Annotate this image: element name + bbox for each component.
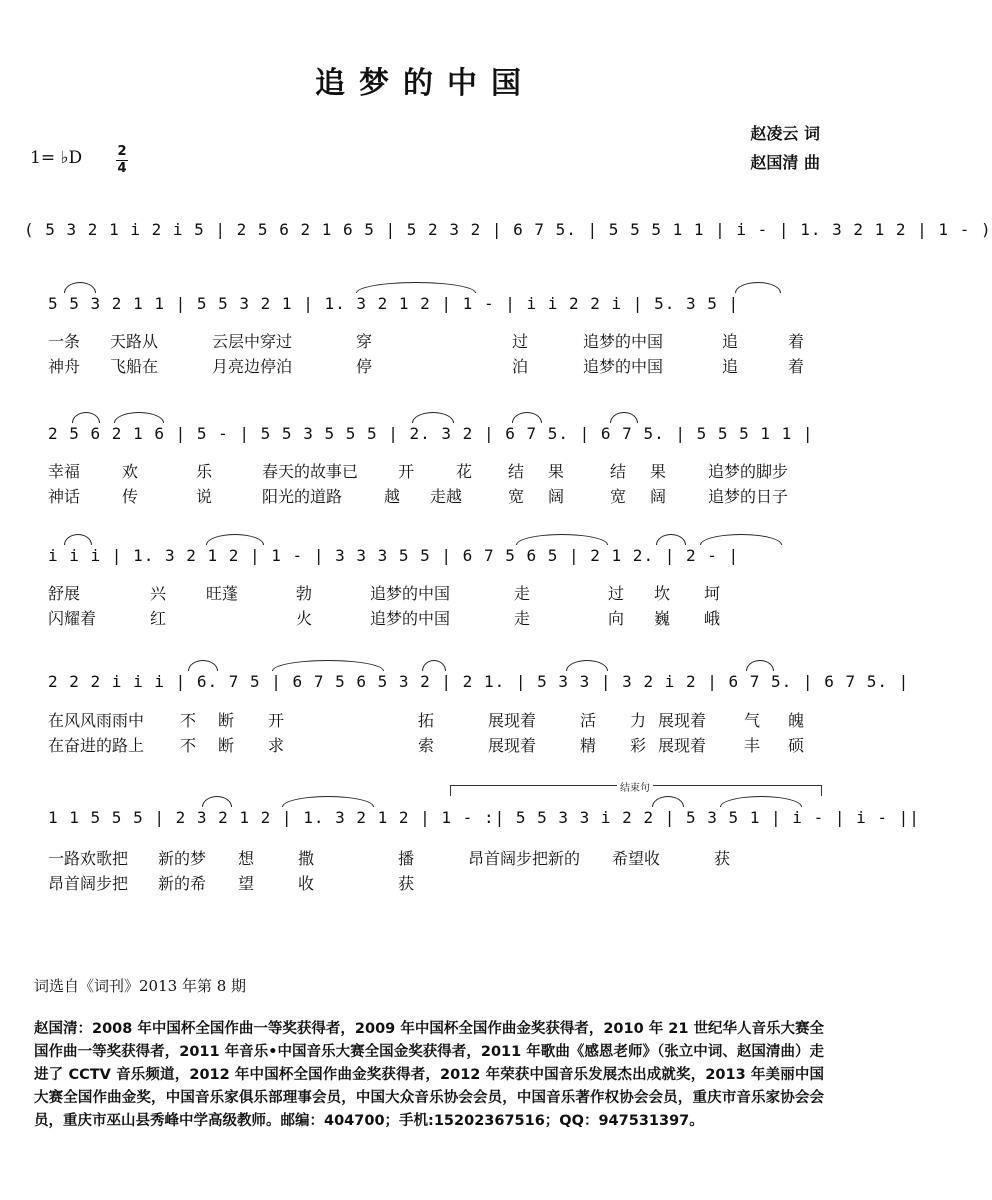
notes-line: 1 1 5 5 5 | 2 3 2 1 2 | 1. 3 2 1 2 | 1 - :| 5 5 3 3 i 2 2 | 5 3 5 1 | i - | i - ||: [48, 808, 920, 827]
notes-line: 2 5 6 2 1 6 | 5 - | 5 5 3 5 5 5 | 2. 3 2 | 6 7 5. | 6 7 5. | 5 5 5 1 1 |: [48, 424, 814, 443]
notes-line: i i i | 1. 3 2 1 2 | 1 - | 3 3 3 5 5 | 6 7 5 6 5 | 2 1 2. | 2 - |: [48, 546, 740, 565]
score-row-5: [0, 808, 920, 836]
score-row-3: [0, 546, 850, 574]
score-row-4: [0, 672, 910, 700]
meter-top: 2: [117, 144, 127, 159]
score-row-1: [0, 294, 850, 322]
lyrics-source: 词选自《词刊》2013 年第 8 期: [34, 977, 247, 995]
meter-bottom: 4: [117, 161, 127, 176]
key-signature: 1= ♭D: [30, 148, 83, 168]
time-signature: [116, 145, 128, 176]
notes-line: 5 5 3 2 1 1 | 5 5 3 2 1 | 1. 3 2 1 2 | 1 - | i i 2 2 i | 5. 3 5 |: [48, 294, 740, 313]
composer-bio: 赵国清：2008 年中国杯全国作曲一等奖获得者，2009 年中国杯全国作曲金奖获得者，2010 年 21 世纪华人音乐大赛全国作曲一等奖获得者，2011 年音乐•中国音乐大赛全国金奖获得者，2011 年歌曲《感恩老师》（张立中词、赵国清曲）走进了 CCTV 音乐频道，2012 年中国杯全国作曲金奖获得者，2012 年荣获中国音乐发展杰出成就奖，2013 年美丽中国大赛全国作曲金奖，中国音乐家俱乐部理事会员，中国大众音乐协会会员，中国音乐著作权协会会员，重庆市音乐家协会会员，重庆市巫山县秀峰中学高级教师。邮编：404700；手机:15202367516；QQ：947531397。: [34, 1021, 824, 1129]
composer-credit: 赵国清 曲: [750, 153, 820, 172]
notes-line: 2 2 2 i i i | 6. 7 5 | 6 7 5 6 5 3 2 | 2 1. | 5 3 3 | 3 2 i 2 | 6 7 5. | 6 7 5. |: [48, 672, 910, 691]
score-row-2: [0, 424, 850, 452]
lyricist-credit: 赵凌云 词: [750, 124, 820, 143]
score-row-intro: [0, 220, 992, 248]
ending-label: 结束句: [617, 779, 653, 794]
song-title: 追梦的中国: [315, 66, 535, 101]
notes-line: ( 5 3 2 1 i 2 i 5 | 2 5 6 2 1 6 5 | 5 2 3 2 | 6 7 5. | 5 5 5 1 1 | i - | 1. 3 2 1 2 | 1 - ): [24, 220, 992, 239]
